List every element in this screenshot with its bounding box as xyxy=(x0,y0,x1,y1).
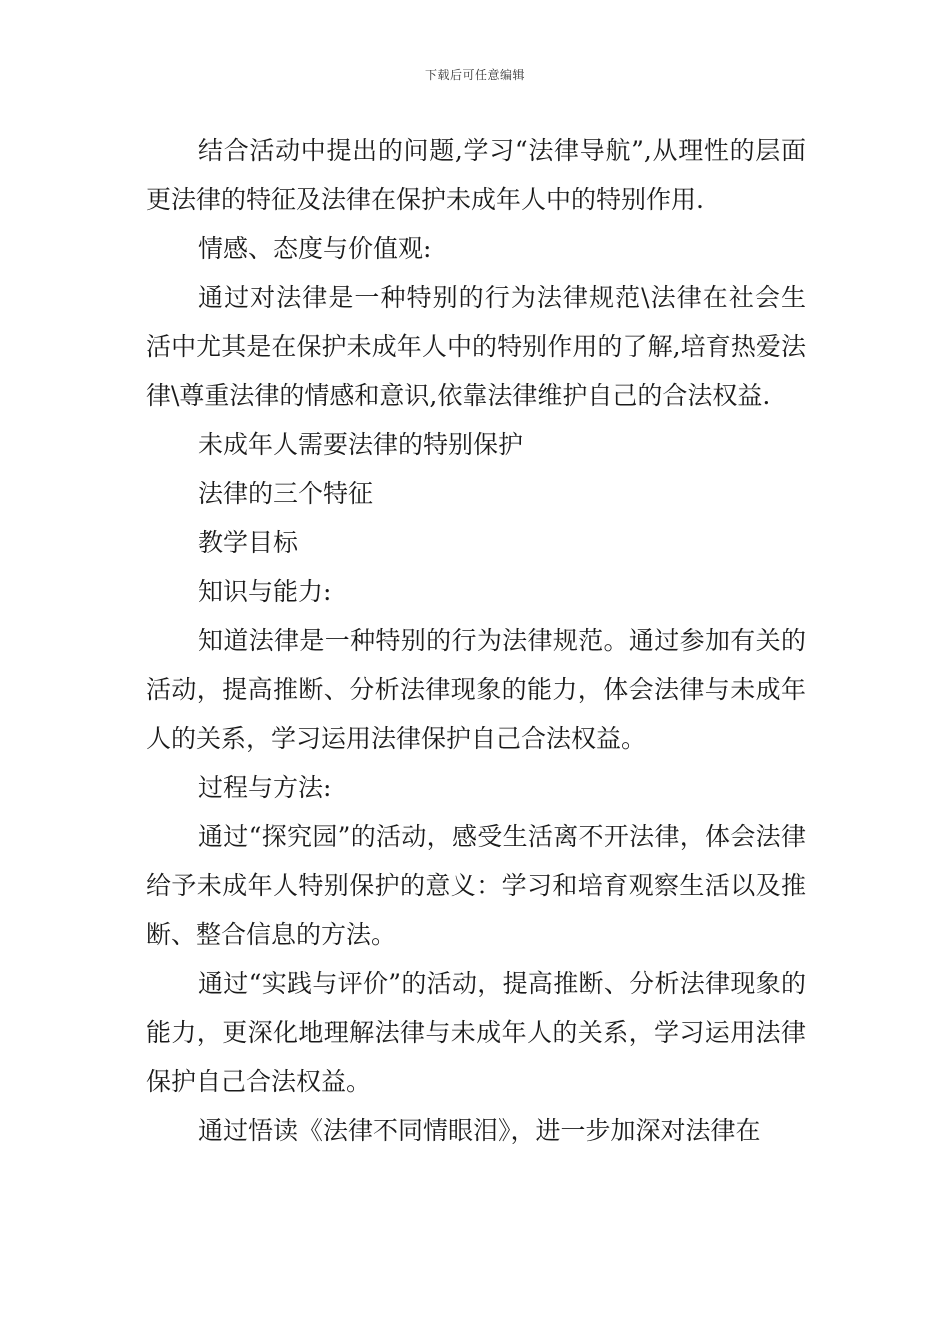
paragraph: 通过“实践与评价”的活动，提高推断、分析法律现象的能力，更深化地理解法律与未成年人的关系，学习运用法律保护自己合法权益。 xyxy=(146,969,806,1096)
page-header: 下载后可任意编辑 xyxy=(424,68,525,82)
paragraph: 通过悟读《法律不同情眼泪》，进一步加深对法律在 xyxy=(198,1116,761,1145)
paragraph: 知识与能力: xyxy=(198,577,332,606)
document-body xyxy=(146,126,806,1155)
paragraph: 情感、态度与价值观: xyxy=(198,234,432,263)
paragraph: 法律的三个特征 xyxy=(198,479,374,508)
paragraph: 结合活动中提出的问题,学习“法律导航”,从理性的层面更法律的特征及法律在保护未成年人中的特别作用. xyxy=(146,136,806,214)
paragraph: 过程与方法: xyxy=(198,773,332,802)
paragraph: 通过对法律是一种特别的行为法律规范\法律在社会生活中尤其是在保护未成年人中的特别作用的了解,培育热爱法律\尊重法律的情感和意识,依靠法律维护自己的合法权益. xyxy=(146,283,806,410)
paragraph: 未成年人需要法律的特别保护 xyxy=(198,430,524,459)
paragraph: 教学目标 xyxy=(198,528,299,557)
paragraph: 知道法律是一种特别的行为法律规范。通过参加有关的活动，提高推断、分析法律现象的能力，体会法律与未成年人的关系，学习运用法律保护自己合法权益。 xyxy=(146,626,806,753)
paragraph: 通过“探究园”的活动，感受生活离不开法律，体会法律给予未成年人特别保护的意义：学习和培育观察生活以及推断、整合信息的方法。 xyxy=(146,822,806,949)
